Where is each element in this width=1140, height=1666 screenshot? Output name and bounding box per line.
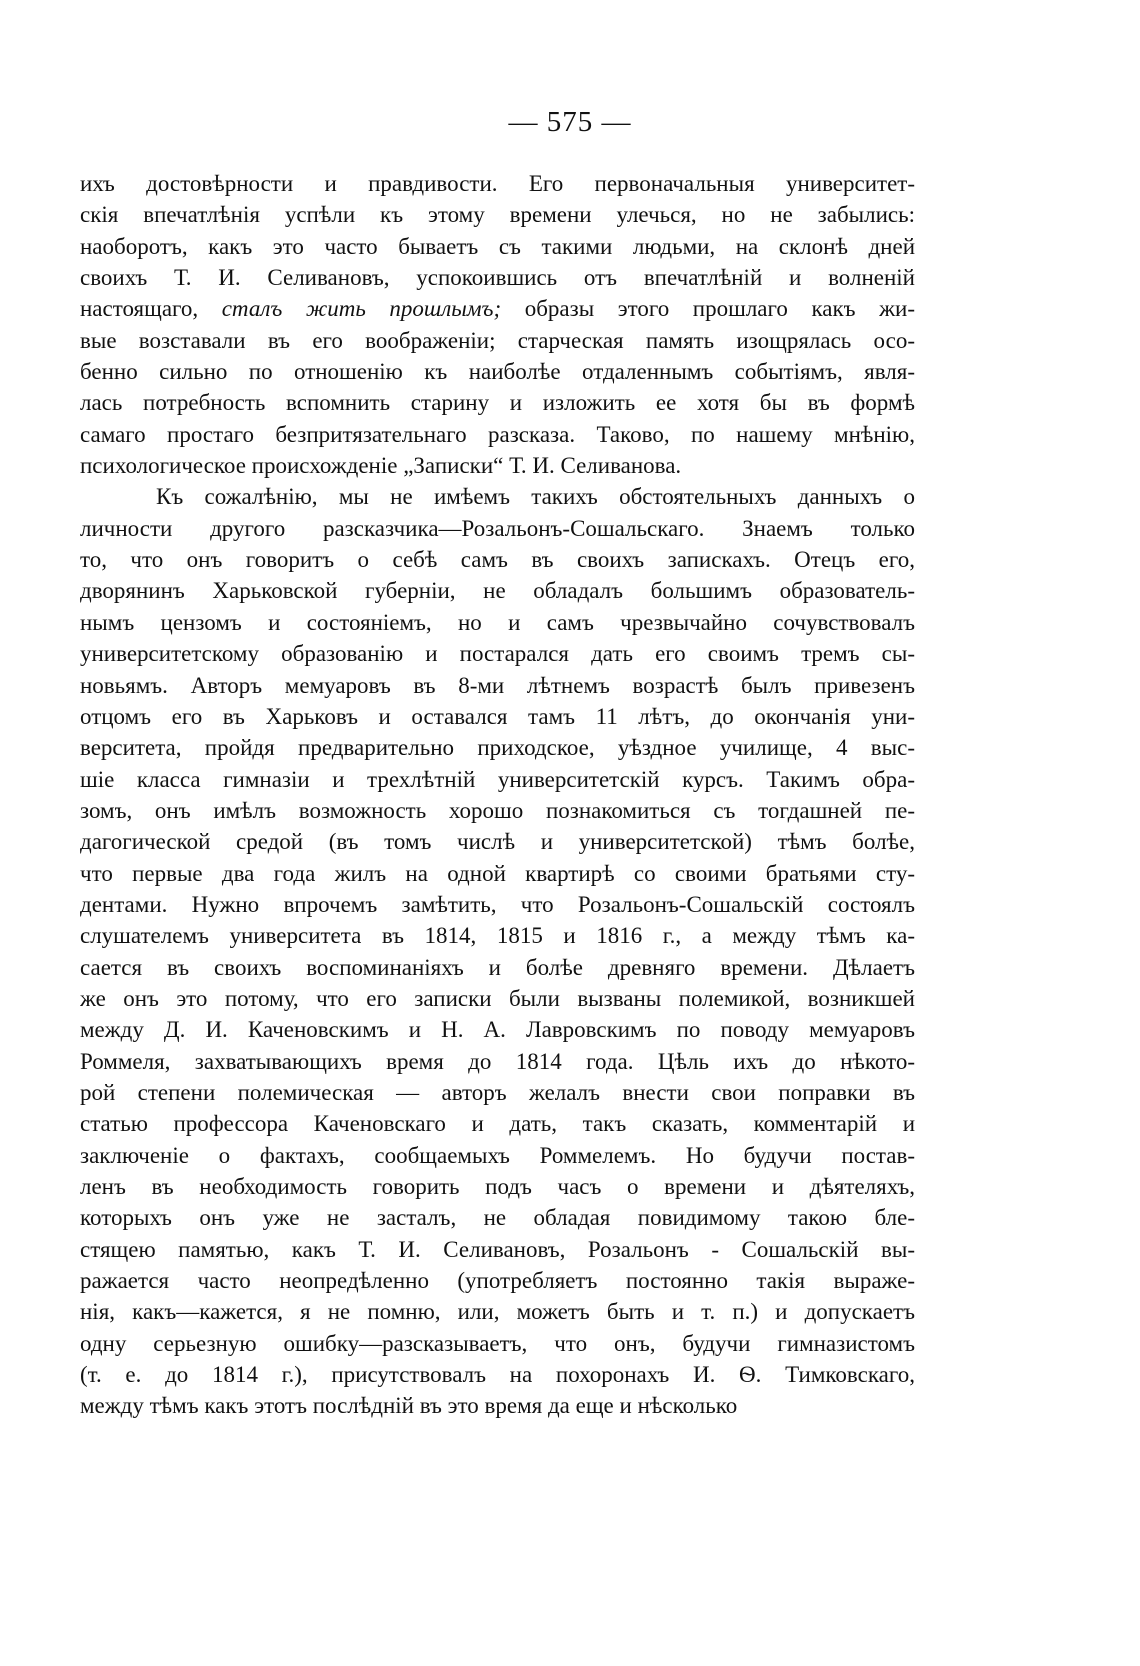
page-number: — 575 —	[508, 106, 632, 138]
text-segment: отцомъ его въ Харьковъ и оставался тамъ 11 лѣтъ, до окончанія уни-	[80, 703, 915, 729]
text-line	[80, 1077, 915, 1108]
text-line	[80, 1296, 915, 1327]
text-segment: сается въ своихъ воспоминаніяхъ и болѣе древняго времени. Дѣлаетъ	[80, 954, 915, 980]
text-segment: же онъ это потому, что его записки были вызваны полемикой, возникшей	[80, 985, 915, 1011]
text-line	[80, 1202, 915, 1233]
text-segment: ленъ въ необходимость говорить подъ часъ о времени и дѣятеляхъ,	[80, 1174, 915, 1199]
text-segment: нія, какъ—кажется, я не помню, или, можетъ быть и т. п.) и допускаетъ	[80, 1299, 915, 1325]
text-segment: самаго простаго безпритязательнаго разсказа. Таково, по нашему мнѣнію,	[80, 421, 915, 447]
text-segment: ражается часто неопредѣленно (употребляетъ постоянно такія выраже-	[80, 1268, 915, 1294]
text-line	[80, 607, 915, 638]
text-line	[80, 168, 915, 199]
text-segment: личности другого разсказчика—Розальонъ-Сошальскаго. Знаемъ только	[80, 515, 915, 541]
text-segment: нымъ цензомъ и состояніемъ, но и самъ чрезвычайно сочувствовалъ	[80, 609, 915, 635]
text-segment: (т. е. до 1814 г.), присутствовалъ на похоронахъ И. Ѳ. Тимковскаго,	[80, 1362, 915, 1388]
paragraph	[80, 481, 915, 1421]
text-segment: слушателемъ университета въ 1814, 1815 и 1816 г., а между тѣмъ ка-	[80, 923, 915, 949]
text-line	[80, 1171, 915, 1202]
text-line	[80, 1108, 915, 1139]
text-line	[80, 1234, 915, 1265]
text-segment: Роммеля, захватывающихъ время до 1814 года. Цѣль ихъ до нѣкото-	[80, 1048, 915, 1074]
body-text	[80, 168, 915, 1422]
text-segment: статью профессора Каченовскаго и дать, такъ сказать, комментарій и	[80, 1111, 915, 1137]
text-segment: скія впечатлѣнія успѣли къ этому времени улечься, но не забылись:	[80, 202, 915, 228]
text-line	[80, 387, 915, 418]
text-line	[80, 513, 915, 544]
text-segment: настоящаго,	[80, 296, 222, 322]
text-segment: образы этого прошлаго какъ жи-	[501, 296, 915, 322]
text-line	[80, 450, 915, 481]
text-segment: дагогической средой (въ томъ числѣ и университетской) тѣмъ болѣе,	[80, 829, 915, 855]
text-line	[80, 262, 915, 293]
text-line	[80, 701, 915, 732]
text-segment: новьямъ. Авторъ мемуаровъ въ 8-ми лѣтнемъ возрастѣ былъ привезенъ	[80, 672, 915, 698]
text-line	[80, 920, 915, 951]
text-line	[80, 1046, 915, 1077]
text-segment: верситета, пройдя предварительно приходское, уѣздное училище, 4 выс-	[80, 735, 915, 761]
text-line	[80, 983, 915, 1014]
text-segment: зомъ, онъ имѣлъ возможность хорошо познакомиться съ тогдашней пе-	[80, 797, 915, 823]
text-line	[80, 199, 915, 230]
italic-text-segment: сталъ жить прошлымъ;	[221, 296, 502, 322]
text-segment: наоборотъ, какъ это часто бываетъ съ такими людьми, на склонѣ дней	[80, 233, 915, 259]
text-segment: бенно сильно по отношенію къ наиболѣе отдаленнымъ событіямъ, явля-	[80, 359, 915, 385]
text-line	[80, 231, 915, 262]
text-line	[80, 356, 915, 387]
text-line	[80, 952, 915, 983]
text-line	[80, 1265, 915, 1296]
text-segment: что первые два года жилъ на одной квартирѣ со своими братьями сту-	[80, 860, 915, 886]
text-segment: заключеніе о фактахъ, сообщаемыхъ Роммелемъ. Но будучи постав-	[80, 1142, 915, 1168]
text-line	[80, 293, 915, 324]
text-segment: Къ сожалѣнію, мы не имѣемъ такихъ обстоятельныхъ данныхъ о	[156, 484, 915, 510]
text-segment: рой степени полемическая — авторъ желалъ внести свои поправки въ	[80, 1079, 915, 1105]
text-segment: шіе класса гимназіи и трехлѣтній университетскій курсъ. Такимъ обра-	[80, 766, 915, 792]
text-line	[80, 1390, 915, 1421]
text-segment: между Д. И. Каченовскимъ и Н. А. Лавровскимъ по поводу мемуаровъ	[80, 1017, 915, 1043]
text-line	[80, 1140, 915, 1171]
text-line	[80, 1359, 915, 1390]
text-segment: университетскому образованію и постарался дать его своимъ тремъ сы-	[80, 641, 915, 667]
text-line	[80, 889, 915, 920]
text-segment: лась потребность вспомнить старину и изложить ее хотя бы въ формѣ	[80, 390, 915, 416]
paragraph	[80, 168, 915, 481]
text-segment: своихъ Т. И. Селивановъ, успокоившись отъ впечатлѣній и волненій	[80, 265, 915, 291]
text-segment: психологическое происхожденіе „Записки“ Т. И. Селиванова.	[80, 453, 682, 479]
text-segment: стящею памятью, какъ Т. И. Селивановъ, Розальонъ - Сошальскій вы-	[80, 1236, 915, 1262]
text-line	[80, 419, 915, 450]
text-line	[80, 481, 915, 512]
text-line	[80, 325, 915, 356]
text-line	[80, 732, 915, 763]
text-segment: дентами. Нужно впрочемъ замѣтить, что Розальонъ-Сошальскій состоялъ	[80, 891, 915, 917]
text-line	[80, 826, 915, 857]
text-line	[80, 638, 915, 669]
text-line	[80, 764, 915, 795]
text-segment: между тѣмъ какъ этотъ послѣдній въ это время да еще и нѣсколько	[80, 1393, 738, 1419]
text-segment: которыхъ онъ уже не засталъ, не обладая повидимому такою бле-	[80, 1205, 915, 1231]
text-line	[80, 1014, 915, 1045]
text-segment: дворянинъ Харьковской губерніи, не обладалъ большимъ образователь-	[80, 578, 915, 604]
text-segment: то, что онъ говоритъ о себѣ самъ въ своихъ запискахъ. Отецъ его,	[80, 547, 915, 573]
text-line	[80, 544, 915, 575]
text-segment: ихъ достовѣрности и правдивости. Его первоначальныя университет-	[80, 171, 915, 196]
text-line	[80, 670, 915, 701]
text-segment: одну серьезную ошибку—разсказываетъ, что онъ, будучи гимназистомъ	[80, 1330, 915, 1356]
text-line	[80, 858, 915, 889]
text-segment: вые возставали въ его воображеніи; старческая память изощрялась осо-	[80, 327, 915, 353]
text-line	[80, 795, 915, 826]
text-line	[80, 575, 915, 606]
text-line	[80, 1328, 915, 1359]
